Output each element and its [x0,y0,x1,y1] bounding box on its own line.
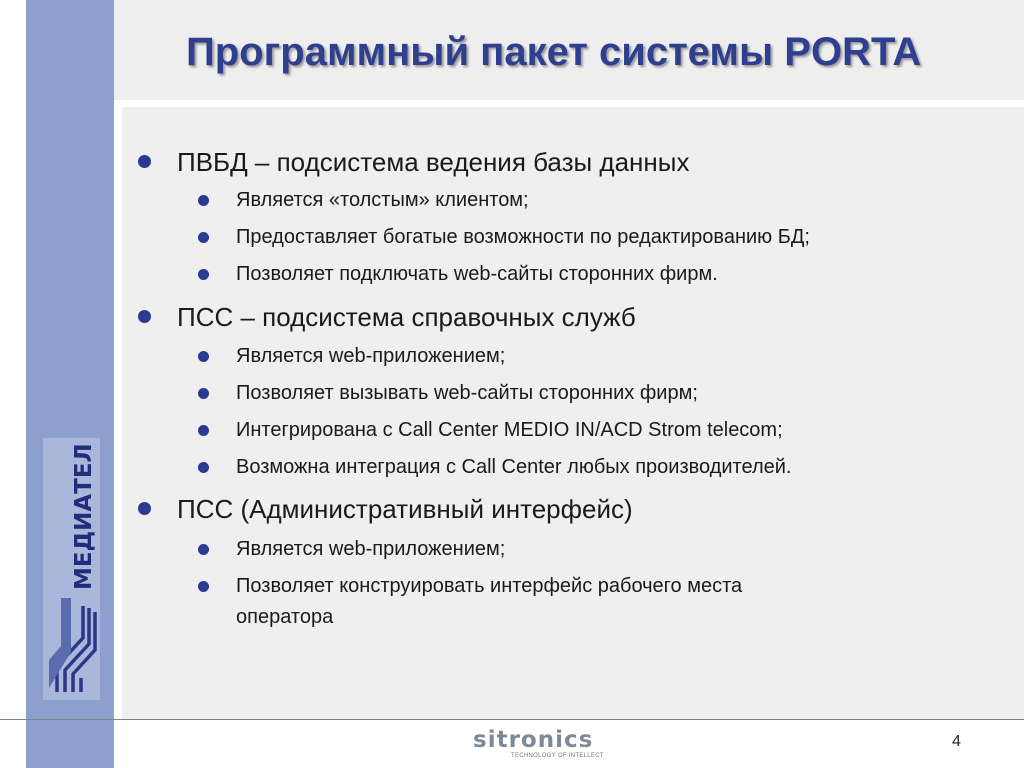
bullet-dot-icon [198,544,209,555]
sub-bullet-item [236,340,505,373]
bullet-text: оператора [236,606,334,628]
bullet-dot-icon [198,232,209,243]
bullet-dot-icon [138,310,151,323]
sub-bullet-item [236,258,718,291]
bullet-text: Является web-приложением; [236,345,506,367]
sub-bullet-item [236,451,791,484]
sub-bullet-item [236,377,698,410]
bullet-text: ПСС – подсистема справочных служб [177,302,636,332]
bullet-dot-icon [198,269,209,280]
sub-bullet-item [236,414,783,447]
bullet-dot-icon [198,351,209,362]
bullet-text: ПСС (Административный интерфейс) [177,494,633,524]
bullet-dot-icon [138,502,151,515]
bullet-text: Является web-приложением; [236,538,506,560]
bullet-text: Позволяет подключать web-сайты сторонних фирм. [236,263,718,285]
sub-bullet-item [236,184,529,217]
sub-bullet-item [236,221,810,254]
mediatel-logo-text: МЕДИАТЕЛ [71,443,97,590]
bullet-dot-icon [198,425,209,436]
bullet-dot-icon [198,195,209,206]
footer-divider [0,719,1024,720]
bullet-dot-icon [138,155,151,168]
bullet-text: ПВБД – подсистема ведения базы данных [177,147,690,177]
bullet-item [177,147,689,177]
bullet-dot-icon [198,462,209,473]
bullet-dot-icon [198,581,209,592]
bullet-text: Позволяет конструировать интерфейс рабочего места [236,575,743,597]
bullet-text: Возможна интеграция с Call Center любых производителей. [236,456,792,478]
sub-bullet-continuation [236,601,333,634]
slide-title: Программный пакет системы PORTA [186,30,922,74]
footer-tagline: TECHNOLOGY OF INTELLECT [511,753,604,759]
page-number: 4 [952,733,961,750]
sub-bullet-item [236,570,742,603]
bullet-text: Предоставляет богатые возможности по редактированию БД; [236,226,810,248]
bullet-text: Является «толстым» клиентом; [236,189,529,211]
sub-bullet-item [236,533,505,566]
bullet-dot-icon [198,388,209,399]
footer-brand-text: sitronics [473,727,594,753]
bullet-item [177,302,636,332]
mediatel-logo [43,438,100,700]
bullet-text: Позволяет вызывать web-сайты сторонних фирм; [236,382,698,404]
bullet-text: Интегрирована с Call Center MEDIO IN/ACD Strom telecom; [236,419,783,441]
bullet-item [177,494,633,524]
sitronics-logo [473,727,623,763]
